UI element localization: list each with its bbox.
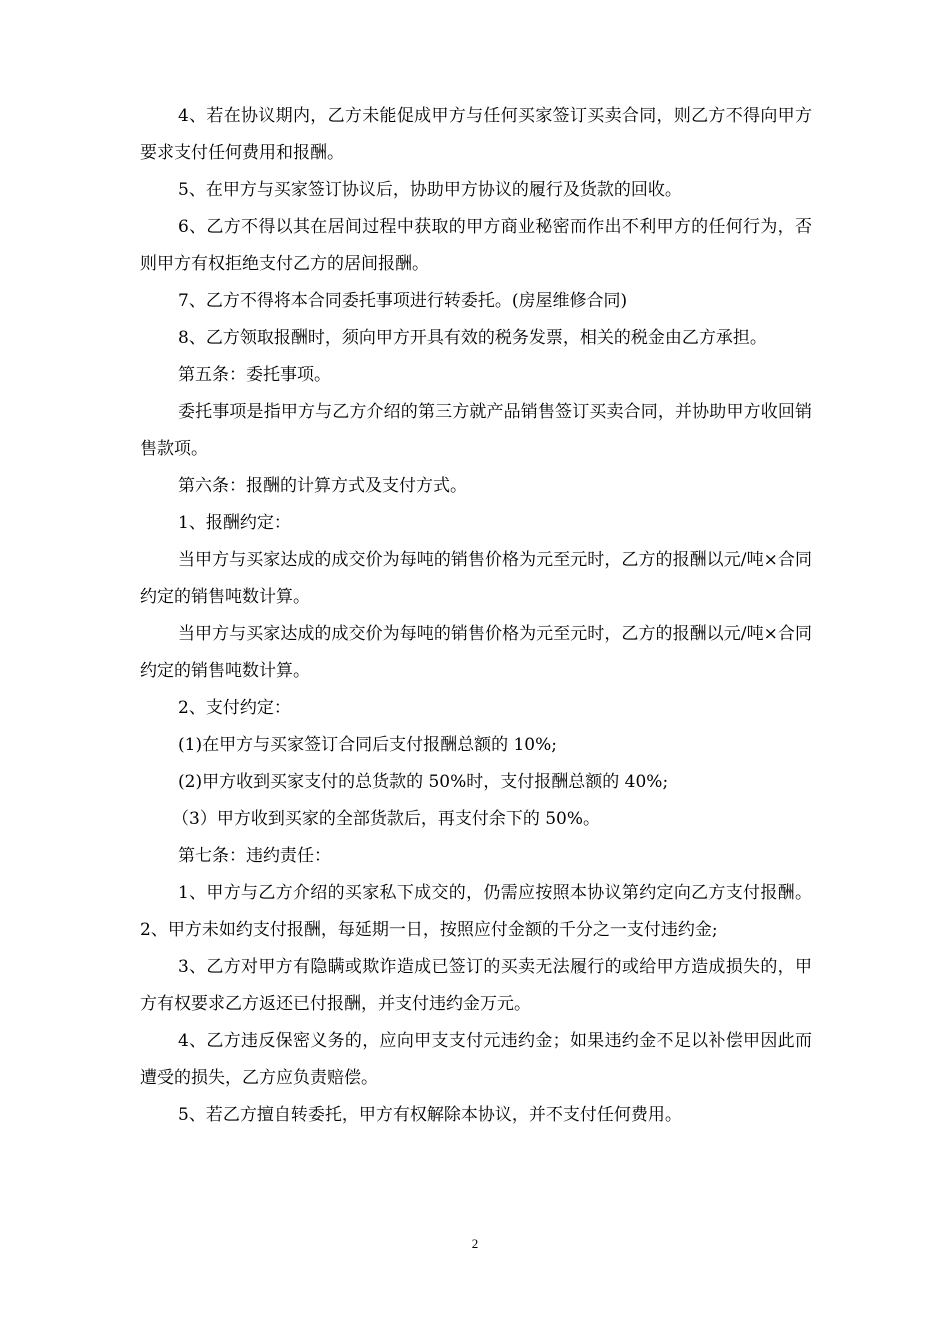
paragraph: 4、乙方违反保密义务的，应向甲支支付元违约金；如果违约金不足以补偿甲因此而遭受的损失，乙方应负责赔偿。 <box>140 1031 812 1088</box>
subsection-heading: 1、报酬约定： <box>178 513 291 533</box>
paragraph: 1、甲方与乙方介绍的买家私下成交的，仍需应按照本协议第约定向乙方支付报酬。2、甲方未如约支付报酬，每延期一日，按照应付金额的千分之一支付违约金; <box>140 883 812 940</box>
paragraph: 委托事项是指甲方与乙方介绍的第三方就产品销售签订买卖合同，并协助甲方收回销售款项。 <box>140 402 812 459</box>
document-body <box>140 98 812 1134</box>
list-item: (2)甲方收到买家支付的总货款的 50%时，支付报酬总额的 40%; <box>178 772 669 792</box>
paragraph: 3、乙方对甲方有隐瞒或欺诈造成已签订的买卖无法履行的或给甲方造成损失的，甲方有权要求乙方返还已付报酬，并支付违约金万元。 <box>140 957 812 1014</box>
section-heading: 第七条：违约责任： <box>178 846 331 866</box>
paragraph: 7、乙方不得将本合同委托事项进行转委托。(房屋维修合同) <box>178 291 628 311</box>
list-item: (1)在甲方与买家签订合同后支付报酬总额的 10%; <box>178 735 557 755</box>
page-number: 2 <box>471 1236 479 1251</box>
paragraph: 5、在甲方与买家签订协议后，协助甲方协议的履行及货款的回收。 <box>178 180 682 200</box>
paragraph: 4、若在协议期内，乙方未能促成甲方与任何买家签订买卖合同，则乙方不得向甲方要求支付任何费用和报酬。 <box>140 106 812 163</box>
paragraph: 当甲方与买家达成的成交价为每吨的销售价格为元至元时，乙方的报酬以元/吨×合同约定的销售吨数计算。 <box>140 624 812 681</box>
section-heading: 第六条：报酬的计算方式及支付方式。 <box>178 476 467 496</box>
subsection-heading: 2、支付约定： <box>178 698 291 718</box>
list-item: （3）甲方收到买家的全部货款后，再支付余下的 50%。 <box>172 809 601 829</box>
paragraph: 8、乙方领取报酬时，须向甲方开具有效的税务发票，相关的税金由乙方承担。 <box>178 328 767 348</box>
paragraph: 6、乙方不得以其在居间过程中获取的甲方商业秘密而作出不利甲方的任何行为，否则甲方有权拒绝支付乙方的居间报酬。 <box>140 217 812 274</box>
paragraph: 5、若乙方擅自转委托，甲方有权解除本协议，并不支付任何费用。 <box>178 1105 682 1125</box>
paragraph: 当甲方与买家达成的成交价为每吨的销售价格为元至元时，乙方的报酬以元/吨×合同约定的销售吨数计算。 <box>140 550 812 607</box>
section-heading: 第五条：委托事项。 <box>178 365 331 385</box>
